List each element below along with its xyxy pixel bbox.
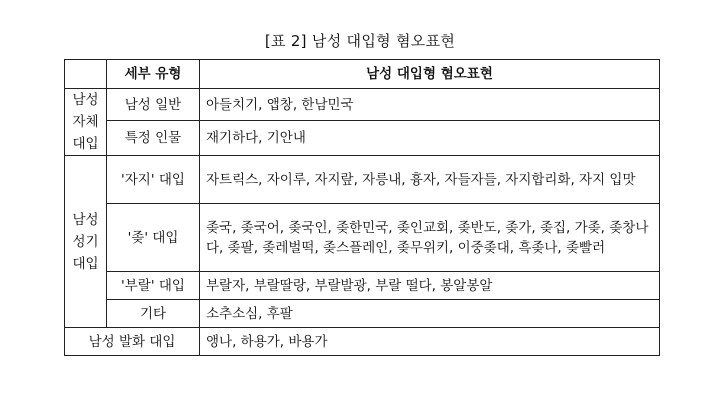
row-subtype: 특정 인물 <box>107 121 200 156</box>
table-row <box>65 121 660 156</box>
row-subtype: '자지' 대입 <box>107 156 200 204</box>
row-subtype: '좆' 대입 <box>107 204 200 272</box>
table-row <box>65 328 660 356</box>
group-male-self: 남성 자체 대입 <box>65 89 107 156</box>
row-expressions: 좆국, 좆국어, 좆국인, 좆한민국, 좆인교회, 좆반도, 좆가, 좆집, 가좆, 좆창나다, 좆팔, 좆레벌떡, 좆스플레인, 좆무위키, 이중좆대, 흑좆나, 좆빨러 <box>200 204 660 272</box>
table-row <box>65 300 660 328</box>
group-male-genital: 남성 성기 대입 <box>65 156 107 328</box>
hate-expression-table <box>64 59 660 356</box>
row-male-speech-label: 남성 발화 대입 <box>65 328 200 356</box>
row-expressions: 앵나, 하용가, 바용가 <box>200 328 660 356</box>
table-row <box>65 156 660 204</box>
table-row <box>65 272 660 300</box>
row-subtype: 기타 <box>107 300 200 328</box>
row-subtype: '부랄' 대입 <box>107 272 200 300</box>
row-expressions: 아들치기, 앱창, 한남민국 <box>200 89 660 121</box>
table-caption: [표 2] 남성 대입형 혐오표현 <box>264 32 456 50</box>
header-subtype: 세부 유형 <box>107 60 200 89</box>
row-expressions: 자트릭스, 자이루, 자지랖, 자릉내, 흉자, 자들자들, 자지합리화, 자지 입맛 <box>200 156 660 204</box>
row-expressions: 부랄자, 부랄딸랑, 부랄발광, 부랄 떨다, 봉알봉알 <box>200 272 660 300</box>
row-expressions: 재기하다, 기안내 <box>200 121 660 156</box>
header-blank-cell <box>65 60 107 89</box>
header-expressions: 남성 대입형 혐오표현 <box>200 60 660 89</box>
table-header-row <box>65 60 660 89</box>
table-row <box>65 204 660 272</box>
row-expressions: 소추소심, 후팔 <box>200 300 660 328</box>
table-row <box>65 89 660 121</box>
row-subtype: 남성 일반 <box>107 89 200 121</box>
